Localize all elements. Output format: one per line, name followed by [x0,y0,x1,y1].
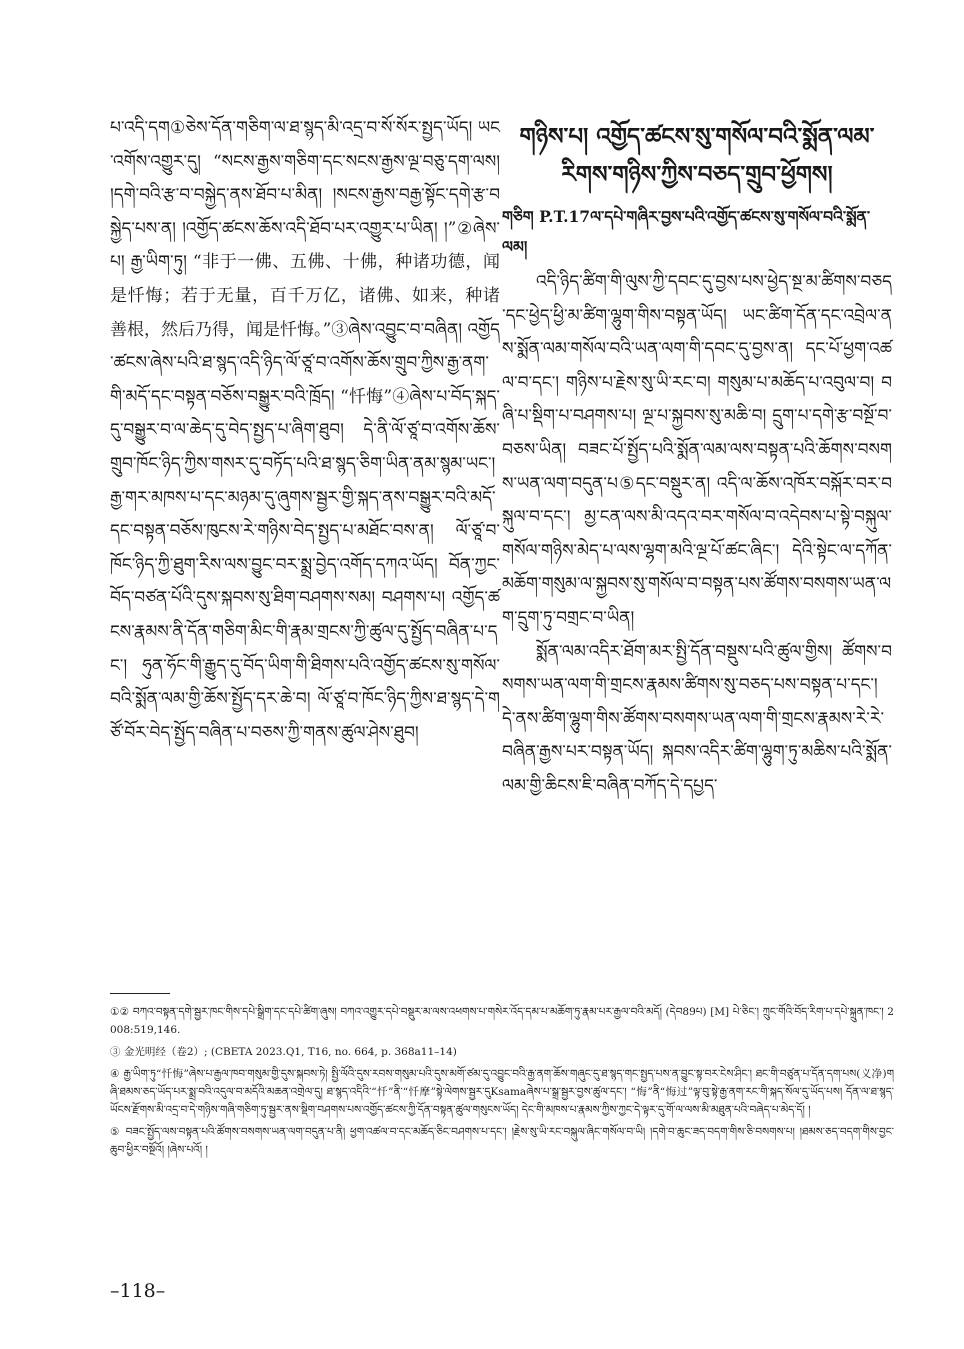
section-title-line: རིགས་གཉིས་ཀྱིས་བཅད་གྲུབ་ཕྱོགས། [561,161,833,188]
footnote-divider [110,993,170,994]
footnote: ①② བཀའ་བསྟན་དགེ་སྦྱར་ཁང་གིས་དཔེ་སྒྲིག་དང་དཔེ་ཚིག་ཞུས། བཀའ་འགྱུར་དཔེ་བསྡུར་མ་ལས་འཕགས་པ་གསེར་འོད་དམ་པ་མཆོག་ཏུ་རྣམ་པར་རྒྱལ་བའི་མདོ། (དེབ89པ) [M] པེ་ཅིང་། ཀྲུང་གོའི་བོད་རིག་པ་དཔེ་སྐྲུན་ཁང་། 2008:519,146. [110,1006,894,1036]
body-paragraph: པ་འདི་དག①ཅེས་དོན་གཅིག་ལ་ཐ་སྙད་མི་འདྲ་བ་སོ་སོར་སྤྱད་ཡོད། ཡང་འགོས་འགྱུར་དུ། “སངས་རྒྱས་གཅིག་དང་སངས་རྒྱས་ལྔ་བཅུ་དག་ལས། །དགེ་བའི་རྩ་བ་བསྐྱེད་ནས་ཐོབ་པ་མིན། །སངས་རྒྱས་བརྒྱ་སྟོང་དགེ་རྩ་བསྐྱེད་པས་ན། །འགྱོད་ཚངས་ཆོས་འདི་ཐོབ་པར་འགྱུར་པ་ཡིན། །”②ཞེས་པ། རྒྱ་ཡིག་ཏུ། “非于一佛、五佛、十佛，种诸功德，闻是忏悔；若于无量，百千万亿，诸佛、如来，种诸善根，然后乃得，闻是忏悔。”③ཞེས་འབྱུང་བ་བཞིན། འགྱོད་ཚངས་ཞེས་པའི་ཐ་སྙད་འདི་ཉིད་ལོ་ཙཱ་བ་འགོས་ཆོས་གྲུབ་ཀྱིས་རྒྱ་ནག་གི་མདོ་དང་བསྟན་བཅོས་བསྒྱུར་བའི་ཁྲོད། “忏悔”④ཞེས་པ་བོད་སྐད་དུ་བསྒྱུར་བ་ལ་ཆེད་དུ་བེད་སྤྱད་པ་ཞིག་ཐུབ། དེ་ནི་ལོ་ཙཱ་བ་འགོས་ཆོས་གྲུབ་ཁོང་ཉིད་ཀྱིས་གསར་དུ་བཏོད་པའི་ཐ་སྙད་ཅིག་ཡིན་ནམ་སྙམ་ཡང་། རྒྱ་གར་མཁས་པ་དང་མཉམ་དུ་ཞུགས་སྦྱར་གྱི་སྐད་ནས་བསྒྱུར་བའི་མདོ་དང་བསྟན་བཅོས་ཁུངས་རེ་གཉིས་བེད་སྤྱད་པ་མཐོང་བས་ན། ལོ་ཙཱ་བ་ཁོང་ཉིད་ཀྱི་ཐུག་རིས་ལས་བྱུང་བར་སྨྲ་བྱེད་འགོད་དཀའ་ཡོད། བོན་ཀྱང་བོད་བཙན་པོའི་དུས་སྐབས་སུ་ཐིག་བཤགས་སམ། བཤགས་པ། འགྱོད་ཚངས་རྣམས་ནི་དོན་གཅིག་མིང་གི་རྣམ་གྲངས་ཀྱི་ཚུལ་དུ་སྤྱོད་བཞིན་པ་དང་། ཧུན་ཧོང་གི་རྒྱུད་དུ་བོད་ཡིག་གི་ཐིགས་པའི་འགྱོད་ཚངས་སུ་གསོལ་བའི་སྨོན་ལམ་གྱི་ཆོས་སྤྱོད་དར་ཆེ་བ། ལོ་ཙཱ་བ་ཁོང་ཉིད་ཀྱིས་ཐ་སྙད་དེ་གཙོ་བོར་བེད་སྤྱོད་བཞིན་པ་བཅས་ཀྱི་གནས་ཚུལ་ཤེས་ཐུབ། [110,118,500,743]
page-number: –118– [110,1280,166,1302]
footnote: ③ 金光明经（卷2）; (CBETA 2023.Q1, T16, no. 664, p. 368a11–14) [110,1046,457,1058]
right-text-column [502,112,892,804]
footnotes [110,1003,894,1163]
footnote: ⑤ བཟང་སྤྱོད་ལས་བསྟན་པའི་ཚོགས་བསགས་ཡན་ལག་བདུན་པ་ནི། ཕྱག་འཚལ་བ་དང་མཆོད་ཅིང་བཤགས་པ་དང་། །རྗེས་སུ་ཡི་རང་བསྐུལ་ཞིང་གསོལ་བ་ཡི། །དགེ་བ་ཆུང་ཟད་བདག་གིས་ཅི་བསགས་པ། །ཐམས་ཅད་བདག་གིས་བྱང་ཆུབ་ཕྱིར་བསྔོའོ། །ཞེས་པའོ། ། [110,1126,894,1156]
section-title-line: གཉིས་པ། འགྱོད་ཚངས་སུ་གསོལ་བའི་སྨོན་ལམ་ [519,123,875,150]
body-paragraph: སྨོན་ལམ་འདིར་ཐོག་མར་སྤྱི་དོན་བསྡུས་པའི་ཚུལ་གྱིས། ཚོགས་བསགས་ཡན་ལག་གི་གྲངས་རྣམས་ཚིགས་སུ་བཅད་པས་བསྟན་པ་དང་། དེ་ནས་ཚིག་ལྷུག་གིས་ཚོགས་བསགས་ཡན་ལག་གི་གྲངས་རྣམས་རེ་རེ་བཞིན་རྒྱས་པར་བསྟན་ཡོད། སྐབས་འདིར་ཚིག་ལྷུག་ཏུ་མཆིས་པའི་སྨོན་ལམ་གྱི་ཆིངས་ཇི་བཞིན་བཀོད་དེ་དཔྱད་ [502,641,892,796]
section-title [502,118,892,194]
left-text-column [110,112,500,750]
footnote: ④ རྒྱ་ཡིག་ཏུ“忏悔”ཞེས་པ་རྒྱལ་ཁབ་གསུམ་གྱི་དུས་སྐབས་ཏེ། སྤྱི་ལོའི་དུས་རབས་གསུམ་པའི་དུས་མགོ་ཙམ་དུ་འབྱུང་བའི་རྒྱ་ནག་ཆོས་གཞུང་དུ་ཐ་སྙད་གང་སྤྱད་པས་ན་བྱུང་སྟ་བར་ངེས་ཤིང་། ཐང་གི་བཙུན་པ་དོན་དག་པས(义净)གཞི་ཐམས་ཅད་ཡོད་པར་སྨྲ་བའི་འདུལ་བ་མདོའི་མཆན་འགྲེལ་དུ། ཐ་སྙད་འདིའི་“忏”ནི་“忏摩”སྟེ་ལེགས་སྦྱར་དུKsamaཞེས་པ་སྒྲ་སྦྱར་བྱས་ཚུལ་དང་། “悔”ནི“悔过”ལྟ་བུ་སྟེ་རྒྱ་ནག་རང་གི་སྐད་སོལ་དུ་ཡོད་པས། དོན་ལ་ཐ་སྙད་ཡོངས་རྫོགས་མི་འདྲ་བ་དེ་གཉིས་གཞི་གཅིག་ཏུ་སྦྱར་ནས་སྡིག་བཤགས་པས་འགྱོད་ཚངས་ཀྱི་དོན་བསྟན་ཚུལ་གསུངས་ཡོད། དེང་གི་མཁས་པ་རྣམས་ཀྱིས་ཀྱང་དེ་ལྟར་དུ་གོ་ལ་ལས་མི་མཐུན་པའི་བཞེད་པ་མེད་དོ། ། [110,1068,894,1116]
subsection-title: གཅིག P.T.17ལ་དཔེ་གཞིར་བྱས་པའི་འགྱོད་ཚངས་སུ་གསོལ་བའི་སྨོན་ལམ། [502,207,871,256]
body-paragraph: འདི་ཉིད་ཚིག་གི་ལུས་ཀྱི་དབང་དུ་བྱས་པས་ཕྱེད་སྔ་མ་ཚིགས་བཅད་དང་ཕྱེད་ཕྱི་མ་ཚིག་ལྷུག་གིས་བསྟན་ཡོད། ཡང་ཚིག་དོན་དང་འབྲེལ་ནས་སྨོན་ལམ་གསོལ་བའི་ཡན་ལག་གི་དབང་དུ་བྱས་ན། དང་པོ་ཕྱག་འཚལ་བ་དང་། གཉིས་པ་རྗེས་སུ་ཡི་རང་བ། གསུམ་པ་མཆོད་པ་འབུལ་བ། བཞི་པ་སྡིག་པ་བཤགས་པ། ལྔ་པ་སྐྱབས་སུ་མཆི་བ། དྲུག་པ་དགེ་རྩ་བསྔོ་བ་བཅས་ཡིན། བཟང་པོ་སྤྱོད་པའི་སྨོན་ལམ་ལས་བསྟན་པའི་ཆོགས་བསགས་ཡན་ལག་བདུན་པ⑤དང་བསྡུར་ན། འདི་ལ་ཆོས་འཁོར་བསྐོར་བར་བསྐུལ་བ་དང་། མྱ་ངན་ལས་མི་འདའ་བར་གསོལ་བ་འདེབས་པ་སྟེ་བསྐུལ་གསོལ་གཉིས་མེད་པ་ལས་ལྷག་མའི་ལྔ་པོ་ཚང་ཞིང་། དེའི་སྟེང་ལ་དཀོན་མཆོག་གསུམ་ལ་སྐྱབས་སུ་གསོལ་བ་བསྟན་པས་ཚོགས་བསགས་ཡན་ལག་དྲུག་ཏུ་བགྲང་བ་ཡིན། [502,272,892,628]
